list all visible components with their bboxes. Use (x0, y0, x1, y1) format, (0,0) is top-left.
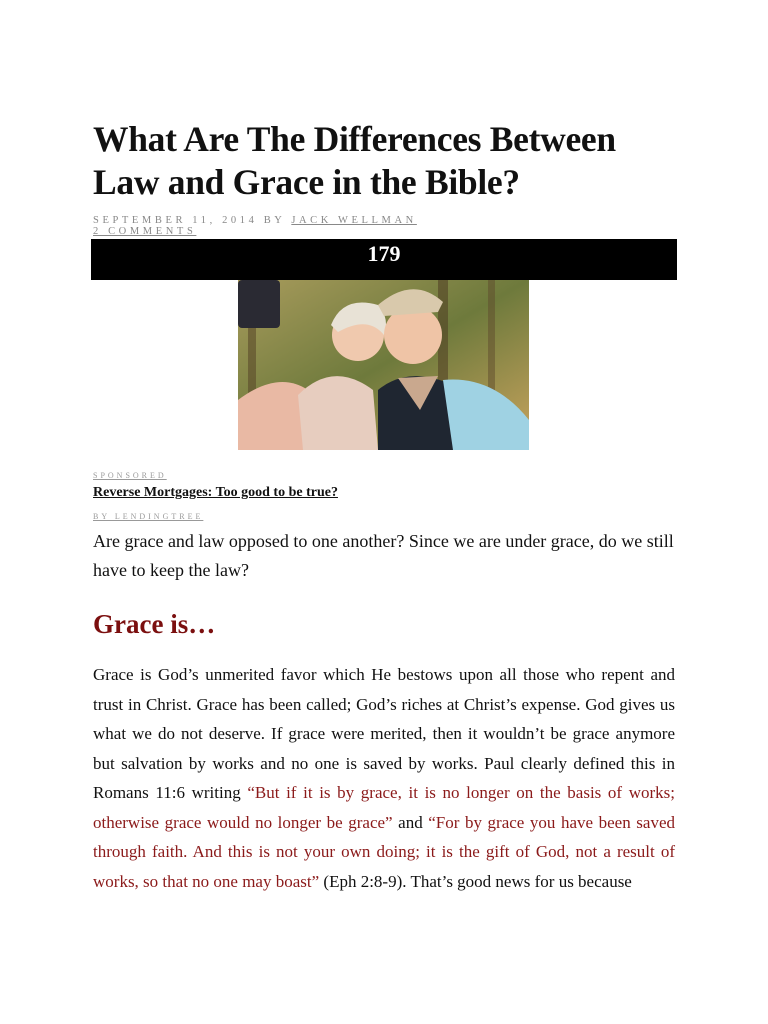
senior-couple-photo (238, 280, 529, 450)
post-date: SEPTEMBER 11, 2014 BY (93, 215, 292, 226)
sponsored-label[interactable]: SPONSORED (93, 471, 167, 480)
sponsor-name-link[interactable]: BY LENDINGTREE (93, 512, 204, 521)
author-link[interactable]: JACK WELLMAN (291, 215, 417, 226)
section-heading: Grace is… (93, 609, 216, 639)
intro-paragraph: Are grace and law opposed to one another? Since we are under grace, do we still have to keep the law? (93, 531, 674, 580)
conjunction-text: and (392, 812, 429, 832)
sponsored-ad-image[interactable] (238, 280, 529, 450)
article-title: What Are The Differences Between Law and Grace in the Bible? (93, 119, 616, 202)
paragraph-text-end: (Eph 2:8-9). That’s good news for us because (319, 871, 632, 891)
sponsored-headline-link[interactable]: Reverse Mortgages: Too good to be true? (93, 485, 338, 500)
share-count-banner: 179 (91, 239, 677, 280)
romans-quote: “But if it is by grace, it is no longer on the basis of works; otherwise grace would no longer be grace” (93, 783, 675, 832)
comments-link[interactable]: 2 COMMENTS (93, 226, 197, 237)
article-meta (93, 215, 417, 237)
paragraph-text: Grace is God’s unmerited favor which He bestows upon all those who repent and trust in Christ. Grace has been called; God’s riches at Christ’s expense. God gives us what we do not deserve. If grace were merited, then it wouldn’t be grace anymore but salvation by works and no one is saved by works. Paul clearly defined this in Romans 11:6 writing (93, 665, 675, 802)
ephesians-quote: “For by grace you have been saved through faith. And this is not your own doing; it is the gift of God, not a result of works, so that no one may boast” (93, 812, 675, 891)
body-paragraph (93, 660, 675, 896)
